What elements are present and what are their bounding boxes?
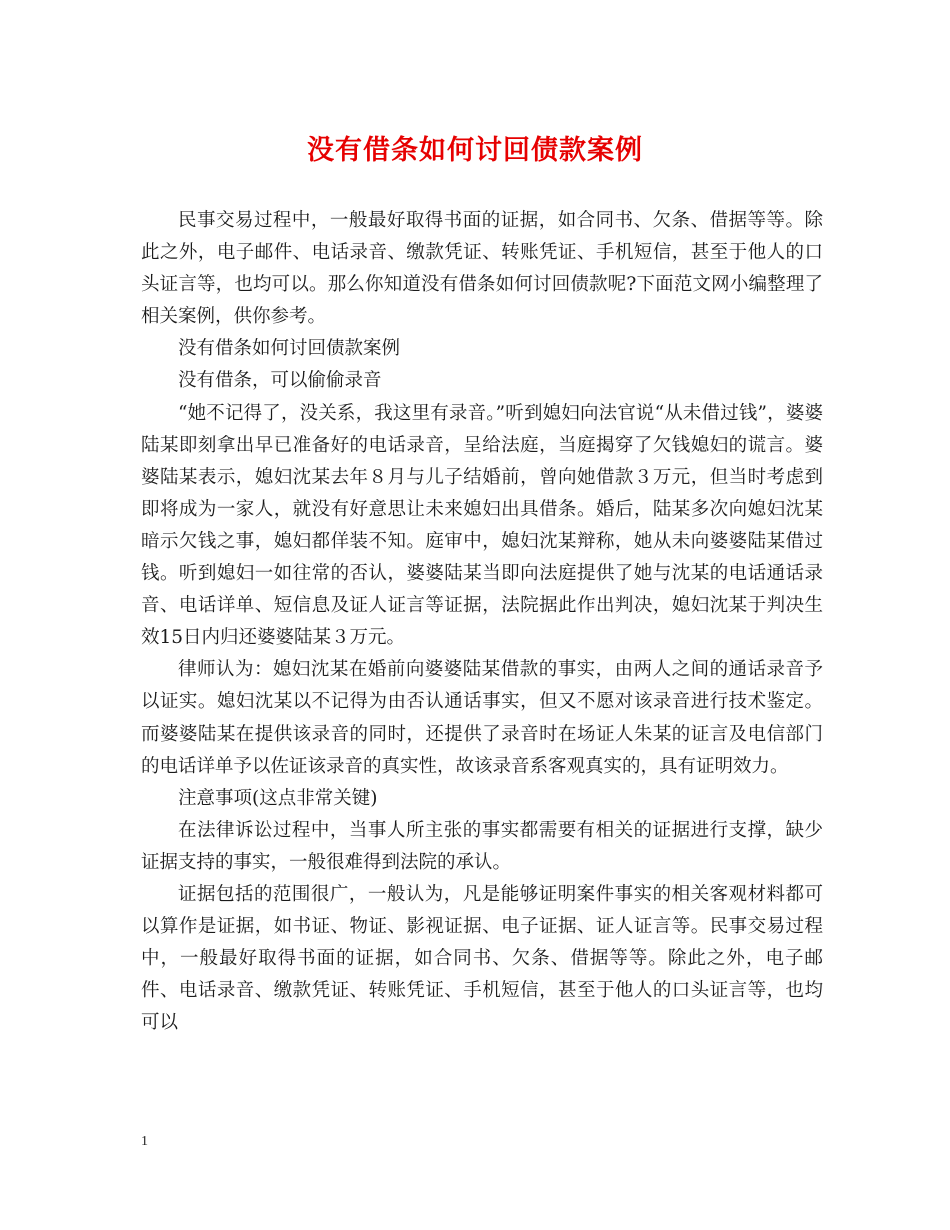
- subheading-notes: 注意事项(这点非常关键): [178, 787, 378, 809]
- paragraph-evidence-scope: 证据包括的范围很广，一般认为，凡是能够证明案件事实的相关客观材料都可以算作是证据，如书证、物证、影视证据、电子证据、证人证言等。民事交易过程中，一般最好取得书面的证据，如合同书、欠条、借据等等。除此之外，电子邮件、电话录音、缴款凭证、转账凭证、手机短信，甚至于他人的口头证言等，也均可以: [141, 883, 823, 1034]
- paragraph-intro: 民事交易过程中，一般最好取得书面的证据，如合同书、欠条、借据等等。除此之外，电子邮件、电话录音、缴款凭证、转账凭证、手机短信，甚至于他人的口头证言等，也均可以。那么你知道没有借条如何讨回债款呢?下面范文网小编整理了相关案例，供你参考。: [141, 210, 823, 328]
- subheading-case: 没有借条如何讨回债款案例: [178, 338, 401, 360]
- document-title: 没有借条如何讨回债款案例: [307, 135, 643, 166]
- document-body: [141, 205, 823, 1039]
- paragraph-lawyer-opinion: 律师认为：媳妇沈某在婚前向婆婆陆某借款的事实，由两人之间的通话录音予以证实。媳妇沈某以不记得为由否认通话事实，但又不愿对该录音进行技术鉴定。而婆婆陆某在提供该录音的同时，还提供了录音时在场证人朱某的证言及电信部门的电话详单予以佐证该录音的真实性，故该录音系客观真实的，具有证明效力。: [141, 659, 823, 777]
- paragraph-evidence-need: 在法律诉讼过程中，当事人所主张的事实都需要有相关的证据进行支撑，缺少证据支持的事实，一般很难得到法院的承认。: [141, 819, 823, 873]
- paragraph-case-story: “她不记得了，没关系，我这里有录音。”听到媳妇向法官说“从未借过钱”，婆婆陆某即刻拿出早已准备好的电话录音，呈给法庭，当庭揭穿了欠钱媳妇的谎言。婆婆陆某表示，媳妇沈某去年８月与儿子结婚前，曾向她借款３万元，但当时考虑到即将成为一家人，就没有好意思让未来媳妇出具借条。婚后，陆某多次向媳妇沈某暗示欠钱之事，媳妇都佯装不知。庭审中，媳妇沈某辩称，她从未向婆婆陆某借过钱。听到媳妇一如往常的否认，婆婆陆某当即向法庭提供了她与沈某的电话通话录音、电话详单、短信息及证人证言等证据，法院据此作出判决，媳妇沈某于判决生效15日内归还婆婆陆某３万元。: [141, 402, 823, 649]
- page-number: 1: [141, 1134, 148, 1149]
- subheading-recording: 没有借条，可以偷偷录音: [178, 370, 382, 392]
